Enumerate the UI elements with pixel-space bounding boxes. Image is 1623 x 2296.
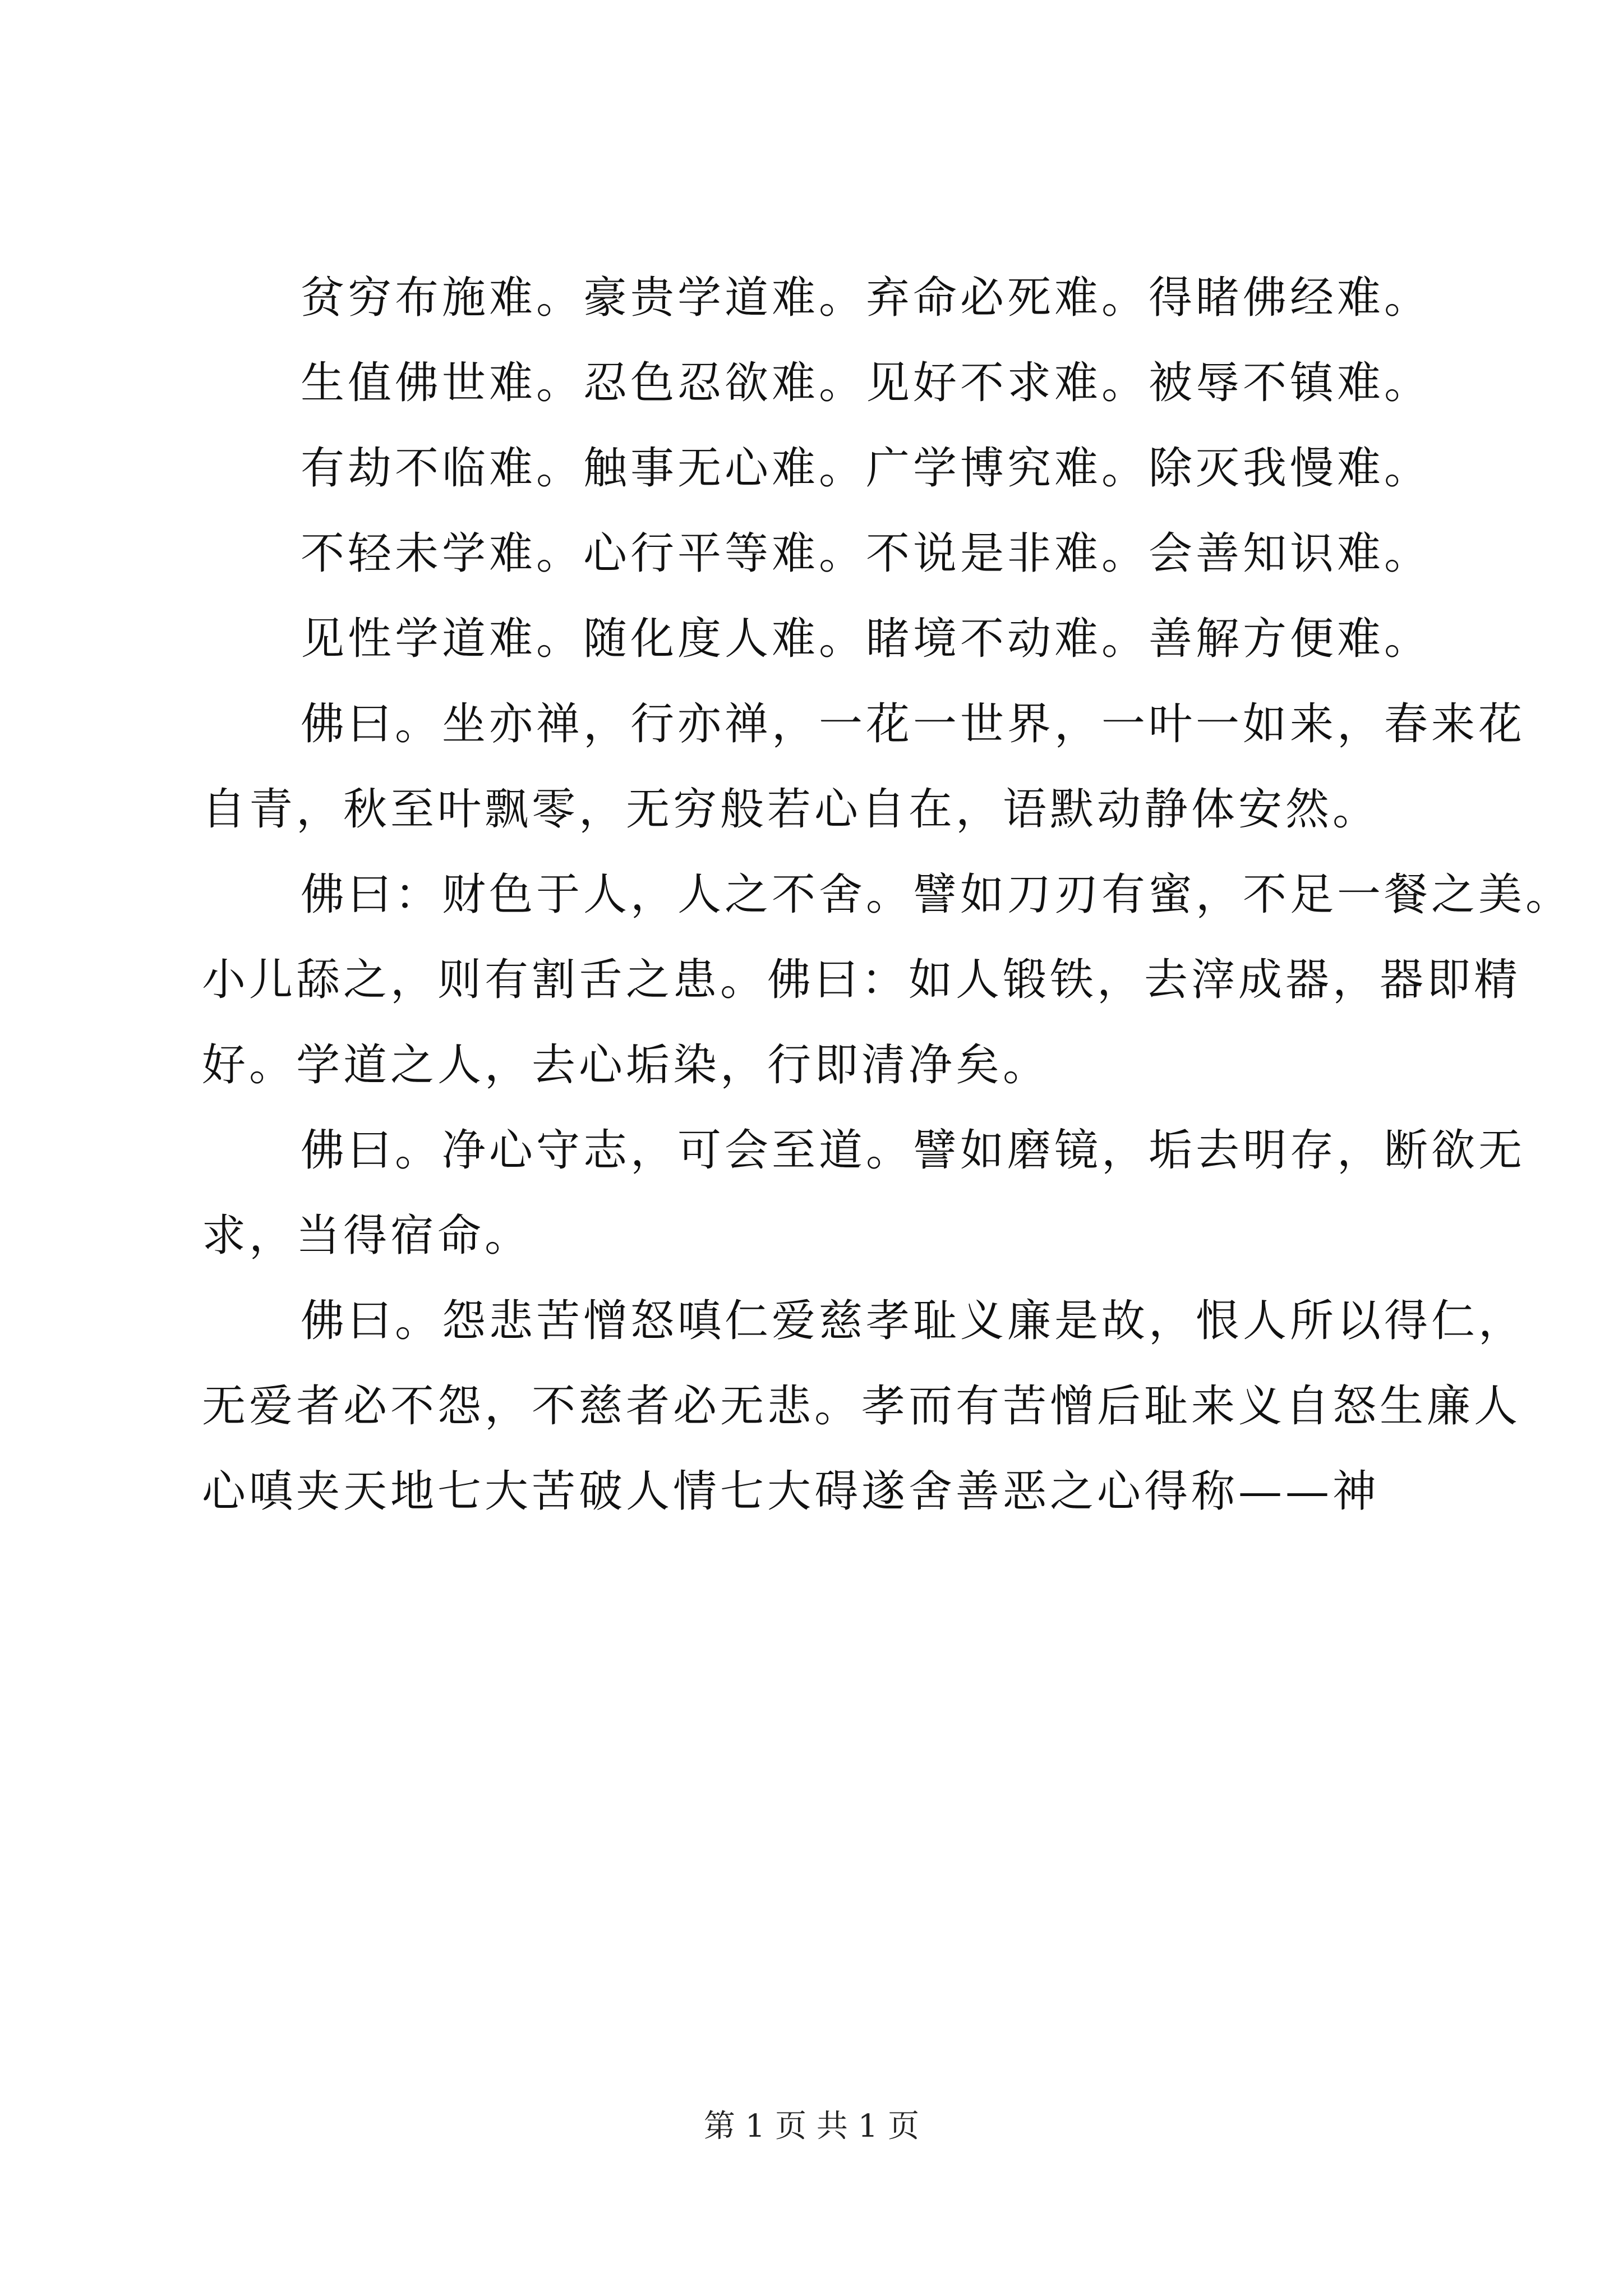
paragraph-line: 好。学道之人，去心垢染，行即清净矣。 [202,1040,1050,1091]
paragraph-line: 见性学道难。随化度人难。睹境不动难。善解方便难。 [301,614,1432,664]
paragraph [202,426,1436,511]
paragraph [202,852,1573,1108]
paragraph [202,255,1436,341]
paragraph [202,511,1436,596]
paragraph [202,596,1436,682]
document-body [202,255,1573,1534]
paragraph-line: 有劫不临难。触事无心难。广学博究难。除灭我慢难。 [301,443,1432,494]
paragraph-line: 佛曰。坐亦禅，行亦禅，一花一世界，一叶一如来，春来花 [301,699,1526,749]
paragraph [202,1278,1526,1534]
paragraph-line: 佛曰。净心守志，可会至道。譬如磨镜，垢去明存，断欲无 [301,1125,1526,1176]
paragraph-line: 自青，秋至叶飘零，无穷般若心自在，语默动静体安然。 [202,784,1380,835]
paragraph-line: 求，当得宿命。 [202,1211,532,1261]
paragraph-line: 贫穷布施难。豪贵学道难。弃命必死难。得睹佛经难。 [301,273,1432,323]
paragraph-line: 不轻未学难。心行平等难。不说是非难。会善知识难。 [301,528,1432,579]
paragraph-line: 佛曰：财色于人，人之不舍。譬如刀刃有蜜，不足一餐之美。 [301,869,1573,920]
paragraph-line: 无爱者必不怨，不慈者必无悲。孝而有苦憎后耻来义自怒生廉人 [202,1381,1521,1432]
paragraph [202,682,1526,852]
paragraph [202,341,1436,426]
paragraph-line: 心嗔夹天地七大苦破人情七大碍遂舍善恶之心得称——神 [202,1466,1380,1517]
paragraph-line: 佛曰。怨悲苦憎怒嗔仁爱慈孝耻义廉是故，恨人所以得仁， [301,1296,1526,1346]
paragraph [202,1108,1526,1278]
paragraph-line: 生值佛世难。忍色忍欲难。见好不求难。被辱不镇难。 [301,358,1432,408]
paragraph-line: 小儿舔之，则有割舌之患。佛曰：如人锻铁，去滓成器，器即精 [202,955,1521,1005]
page-number-footer: 第 1 页 共 1 页 [703,2108,920,2145]
